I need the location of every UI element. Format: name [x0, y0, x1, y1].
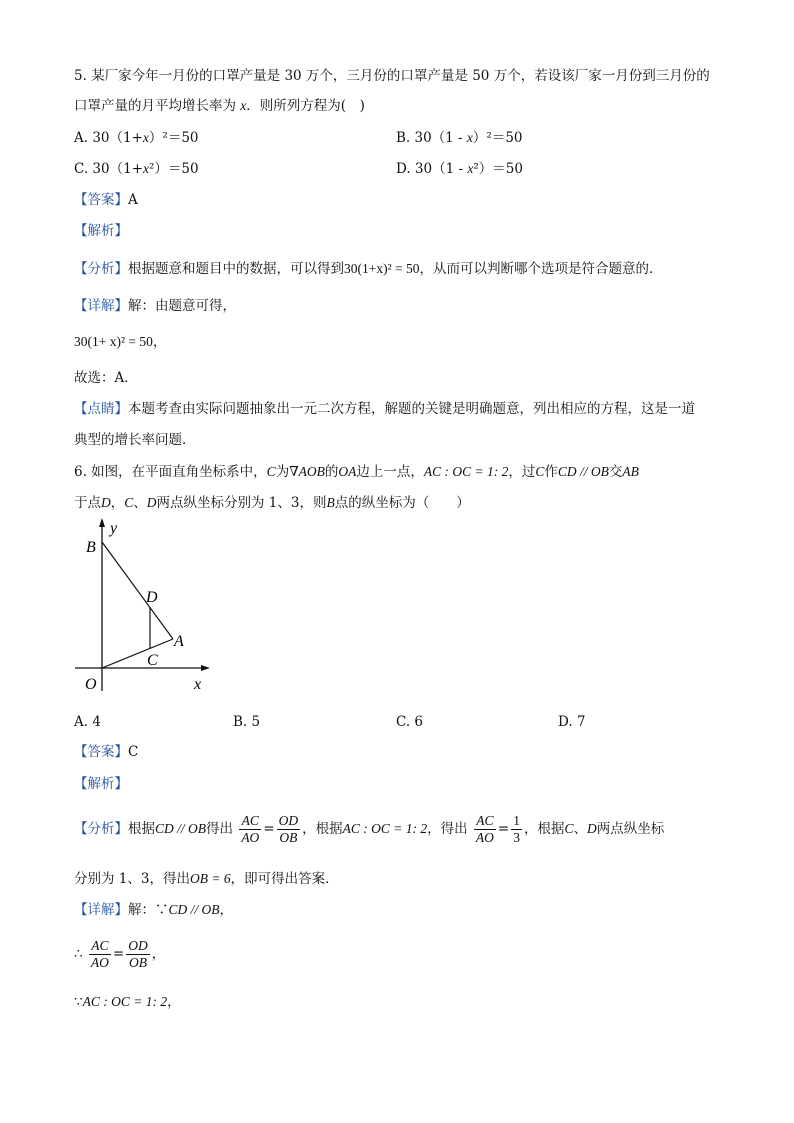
fraction-ac-ao: $\frac{AC}{AO}$	[241, 813, 260, 845]
q5-stem-line2: 口罩产量的月平均增长率为 x．则所列方程为( )	[74, 98, 365, 114]
q6-option-a: A. 4	[74, 714, 101, 730]
fraction-od-ob: $\frac{OD}{OB}$	[278, 813, 299, 845]
q6-analysis-line1: 【分析】根据CD // OB得出 $\frac{AC}{AO}$ = $\frac{OD}{OB}$ ，根据AC : OC = 1: 2，得出 $\frac{AC}{AO}$ = $\frac{1}{3}$ ，根据C、D两点纵坐标	[74, 813, 665, 845]
x-axis-arrow	[201, 665, 210, 671]
y-axis-arrow	[99, 518, 105, 527]
q6-stem-line2: 于点D，C、D两点纵坐标分别为 1、3，则B点的纵坐标为（ ）	[74, 495, 470, 511]
q6-jiexi-tag: 【解析】	[74, 776, 128, 792]
q5-option-b: B. 30（1 - x）²＝50	[396, 130, 523, 146]
label-y: y	[110, 520, 118, 537]
label-d: D	[146, 589, 158, 606]
q5-choice: 故选：A．	[74, 370, 138, 386]
q5-detail: 【详解】解：由题意可得，	[74, 298, 236, 314]
q5-option-d: D. 30（1 - x²）＝50	[396, 161, 523, 177]
q5-comment-1: 【点睛】本题考查由实际问题抽象出一元二次方程，解题的关键是明确题意，列出相应的方程，这是一道	[74, 401, 695, 417]
q6-proportion: ∴ $\frac{AC}{AO}$ = $\frac{OD}{OB}$ ，	[74, 938, 166, 970]
q6-detail: 【详解】解：∵CD // OB，	[74, 902, 234, 918]
label-c: C	[147, 652, 158, 669]
q6-option-b: B. 5	[233, 714, 261, 730]
q5-comment-2: 典型的增长率问题．	[74, 432, 196, 448]
coordinate-figure	[70, 515, 220, 695]
fraction-ac-ao-2: $\frac{AC}{AO}$	[475, 813, 494, 845]
q5-stem-line1: 5. 某厂家今年一月份的口罩产量是 30 万个，三月份的口罩产量是 50 万个，若设该厂家一月份到三月份的	[74, 68, 710, 84]
q6-option-c: C. 6	[396, 714, 424, 730]
label-o: O	[85, 676, 97, 693]
segment-ba	[102, 542, 173, 639]
q5-equation: 30(1+ x)² = 50，	[74, 334, 167, 349]
label-x: x	[194, 676, 202, 693]
q5-option-c: C. 30（1+x²）＝50	[74, 161, 199, 177]
q6-option-d: D. 7	[558, 714, 586, 730]
q5-jiexi-tag: 【解析】	[74, 223, 128, 239]
label-a: A	[174, 633, 184, 650]
q5-answer: 【答案】A	[74, 192, 138, 208]
fraction-od-ob-2: $\frac{OD}{OB}$	[128, 938, 148, 970]
label-b: B	[86, 539, 96, 556]
q5-analysis: 【分析】根据题意和题目中的数据，可以得到30(1+x)² = 50，从而可以判断哪个选项是符合题意的．	[74, 261, 663, 277]
q6-stem-line1: 6. 如图，在平面直角坐标系中，C为∇AOB的OA边上一点，AC : OC = 1: 2，过C作CD // OB交AB	[74, 464, 639, 480]
q6-analysis-line2: 分别为 1、3，得出OB = 6，即可得出答案．	[74, 871, 339, 887]
q6-answer: 【答案】C	[74, 744, 139, 760]
q5-option-a: A. 30（1+x）²＝50	[74, 130, 199, 146]
fraction-ac-ao-3: $\frac{AC}{AO}$	[90, 938, 109, 970]
segment-oa	[102, 639, 173, 668]
q6-ratio: ∵AC : OC = 1: 2，	[74, 994, 181, 1010]
fraction-one-third: $\frac{1}{3}$	[513, 813, 520, 845]
